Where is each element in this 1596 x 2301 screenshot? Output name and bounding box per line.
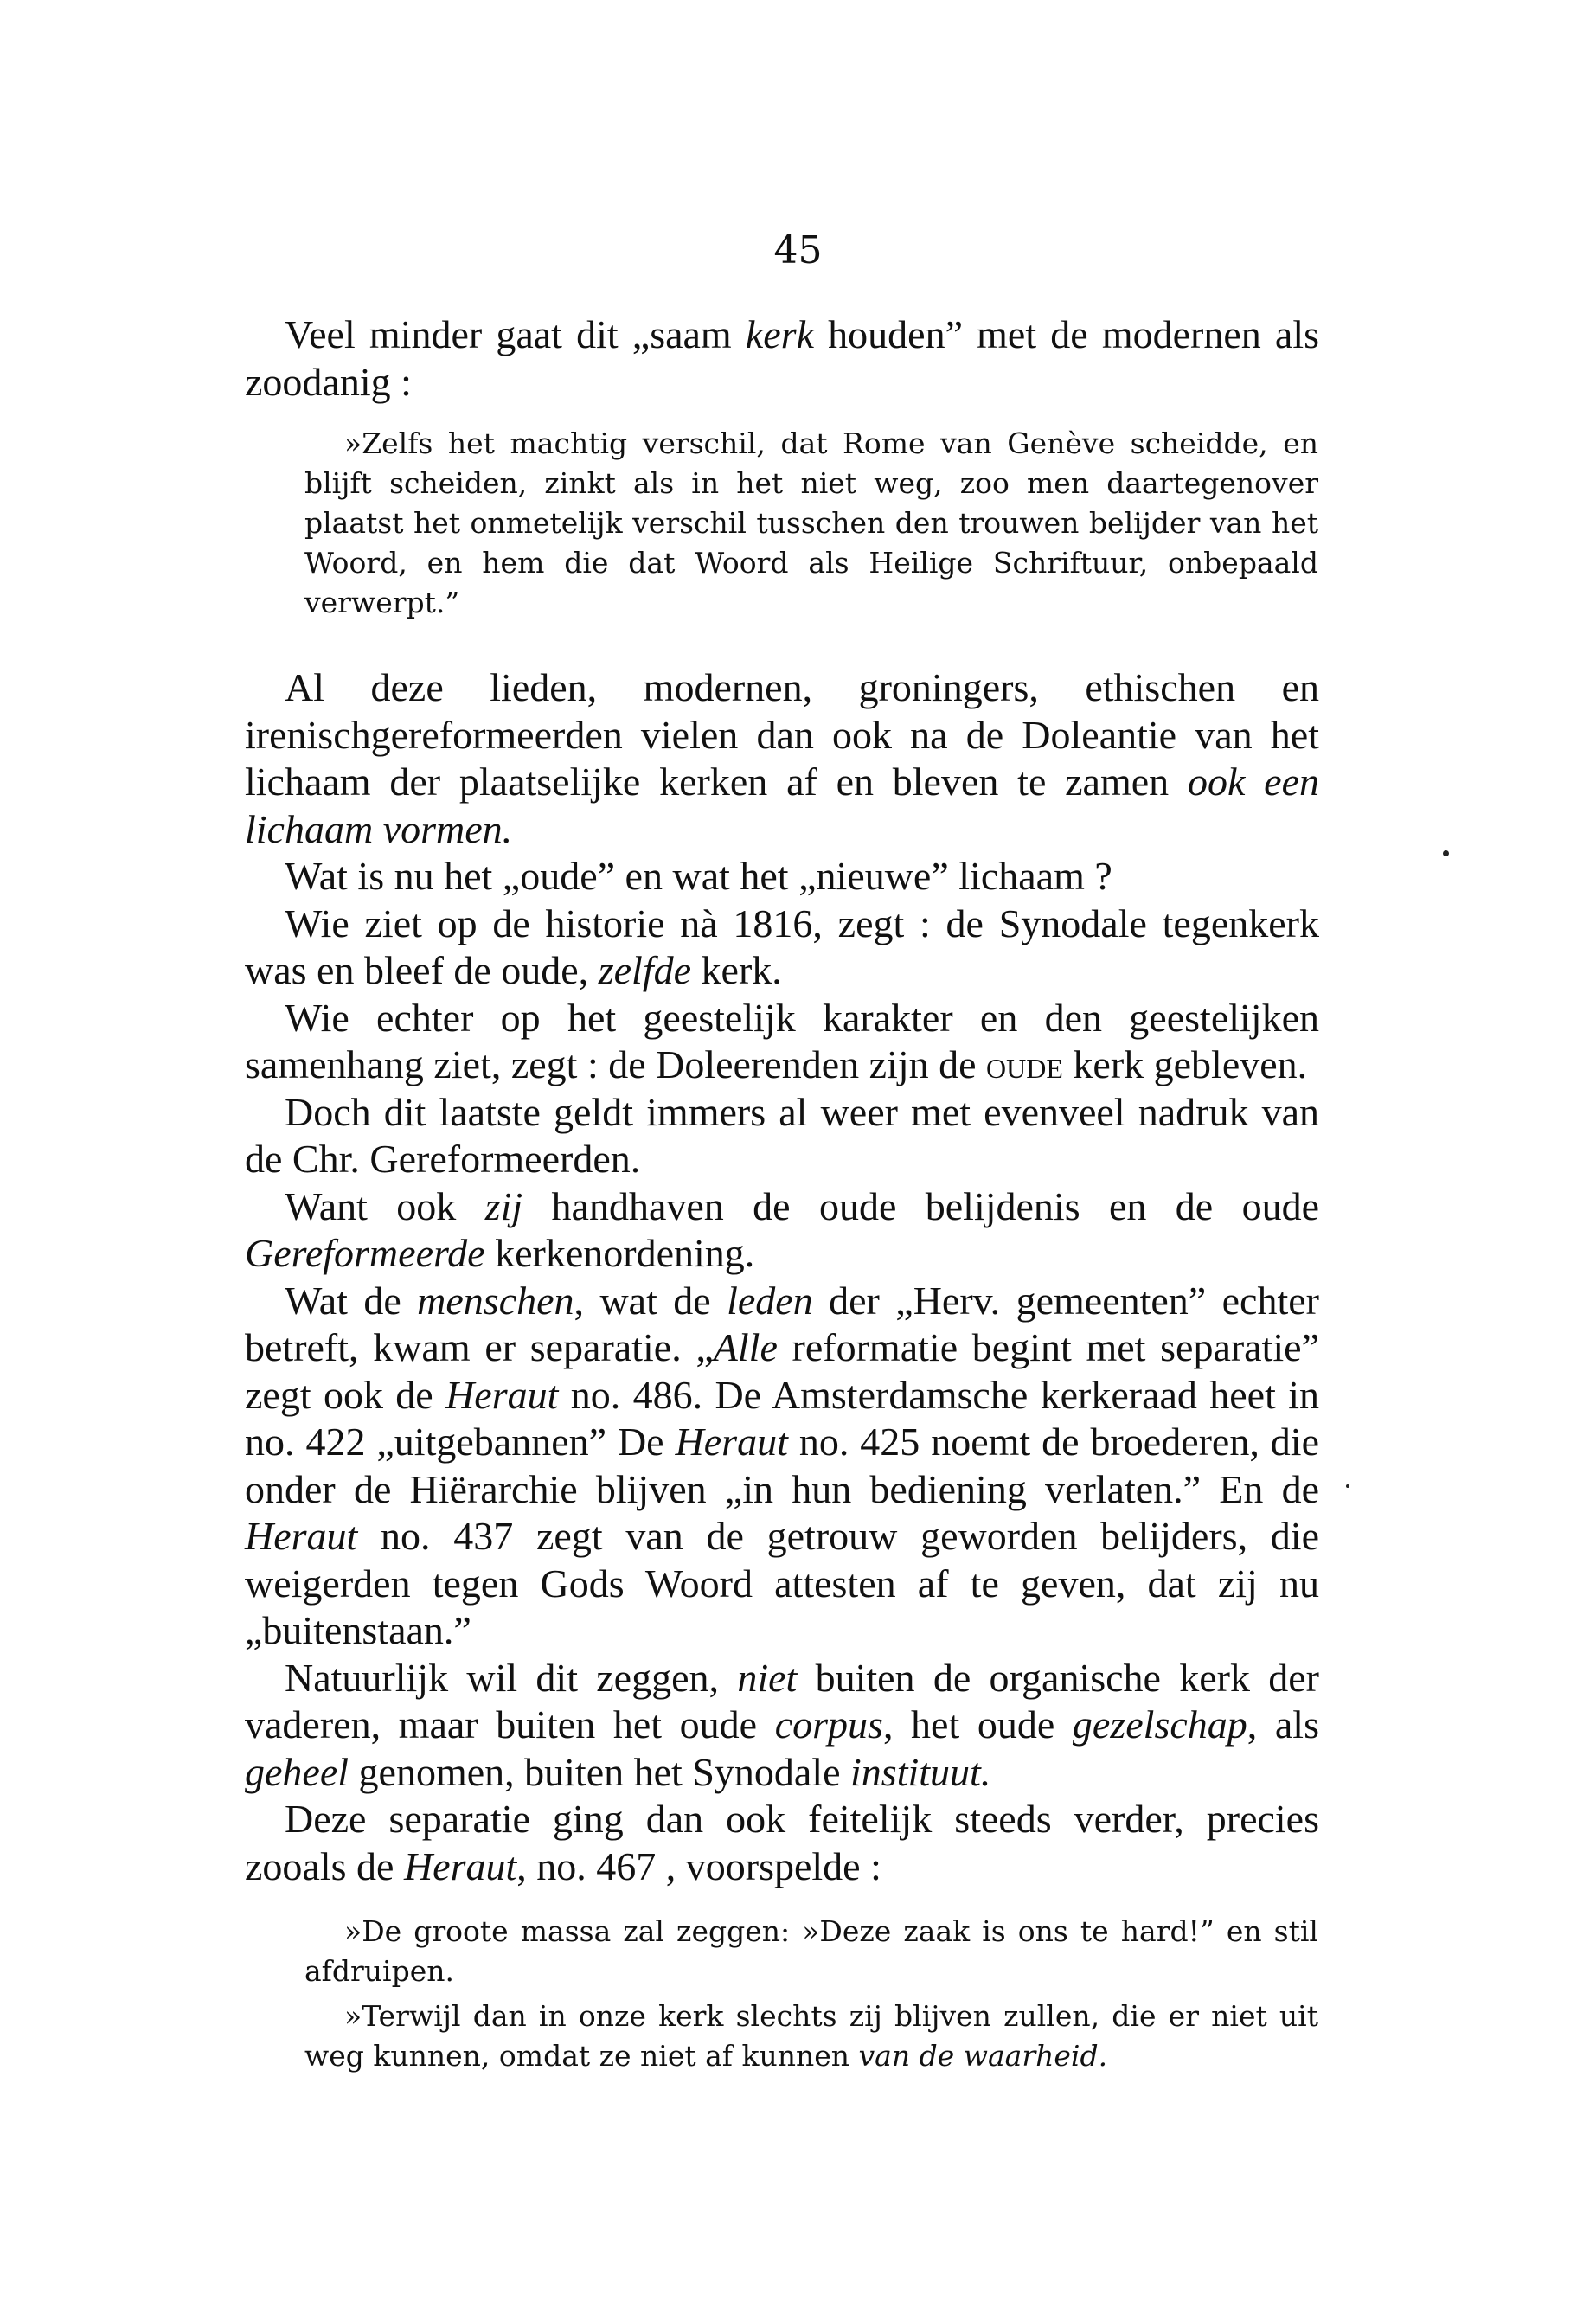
intro-paragraph bbox=[245, 311, 1319, 406]
quote-text: »Terwijl dan in onze kerk slechts zij blijven zullen, die er niet uit weg kunnen, omdat ze niet af kunnen van de waarheid. bbox=[304, 1999, 1318, 2073]
block-quote-2 bbox=[304, 1912, 1318, 2076]
paragraph-natuurlijk: Natuurlijk wil dit zeggen, niet buiten de organische kerk der vaderen, maar buiten het oude corpus, het oude gezelschap, als geheel genomen, buiten het Synodale instituut. bbox=[245, 1655, 1319, 1794]
quote-text: »De groote massa zal zeggen: »Deze zaak is ons te hard!” en stil afdruipen. bbox=[304, 1914, 1318, 1988]
paragraph: Veel minder gaat dit „saam kerk houden” met de modernen als zoodanig : bbox=[245, 312, 1319, 404]
paragraph-want: Want ook zij handhaven de oude belijdenis en de oude Gereformeerde kerkenordening. bbox=[245, 1183, 1319, 1275]
paragraph-al-deze-lieden: Al deze lieden, modernen, groningers, ethischen en irenischgereformeerden vielen dan ook na de Doleantie van het lichaam der plaatselijke kerken af en bleven te zamen ook een lichaam vormen. bbox=[245, 665, 1319, 851]
scan-speck bbox=[1443, 850, 1449, 856]
paragraph-wat-is-nu: Wat is nu het „oude” en wat het „nieuwe” lichaam ? bbox=[285, 854, 1112, 898]
paragraph-deze-separatie: Deze separatie ging dan ook feitelijk steeds verder, precies zooals de Heraut, no. 467 , voorspelde : bbox=[245, 1797, 1319, 1888]
body-text bbox=[245, 664, 1319, 1890]
scan-speck bbox=[1346, 1484, 1349, 1488]
paragraph-doch: Doch dit laatste geldt immers al weer met evenveel nadruk van de Chr. Gereformeerden. bbox=[245, 1089, 1319, 1181]
paragraph-wie-echter: Wie echter op het geestelijk karakter en den geestelijken samenhang ziet, zegt : de Doleerenden zijn de oude kerk gebleven. bbox=[245, 995, 1319, 1086]
quote-text: »Zelfs het machtig verschil, dat Rome van Genève scheidde, en blijft scheiden, zinkt als in het niet weg, zoo men daartegenover plaatst het onmetelijk verschil tusschen den trouwen belijder van het Woord, en hem die dat Woord als Heilige Schriftuur, onbepaald verwerpt.” bbox=[304, 426, 1318, 619]
block-quote-1 bbox=[304, 424, 1318, 623]
paragraph-wie-ziet: Wie ziet op de historie nà 1816, zegt : de Synodale tegenkerk was en bleef de oude, zelfde kerk. bbox=[245, 901, 1319, 992]
page-number: 45 bbox=[773, 228, 823, 272]
paragraph-wat-de-menschen: Wat de menschen, wat de leden der „Herv. gemeenten” echter betreft, kwam er separatie. „Alle reformatie begint met separatie” zegt ook de Heraut no. 486. De Amsterdamsche kerkeraad heet in no. 422 „uitgebannen” De Heraut no. 425 noemt de broederen, die onder de Hiërarchie blijven „in hun bediening verlaten.” En de Heraut no. 437 zegt van de getrouw geworden belijders, die weigerden tegen Gods Woord attesten af te geven, dat zij nu „buitenstaan.” bbox=[245, 1278, 1319, 1652]
